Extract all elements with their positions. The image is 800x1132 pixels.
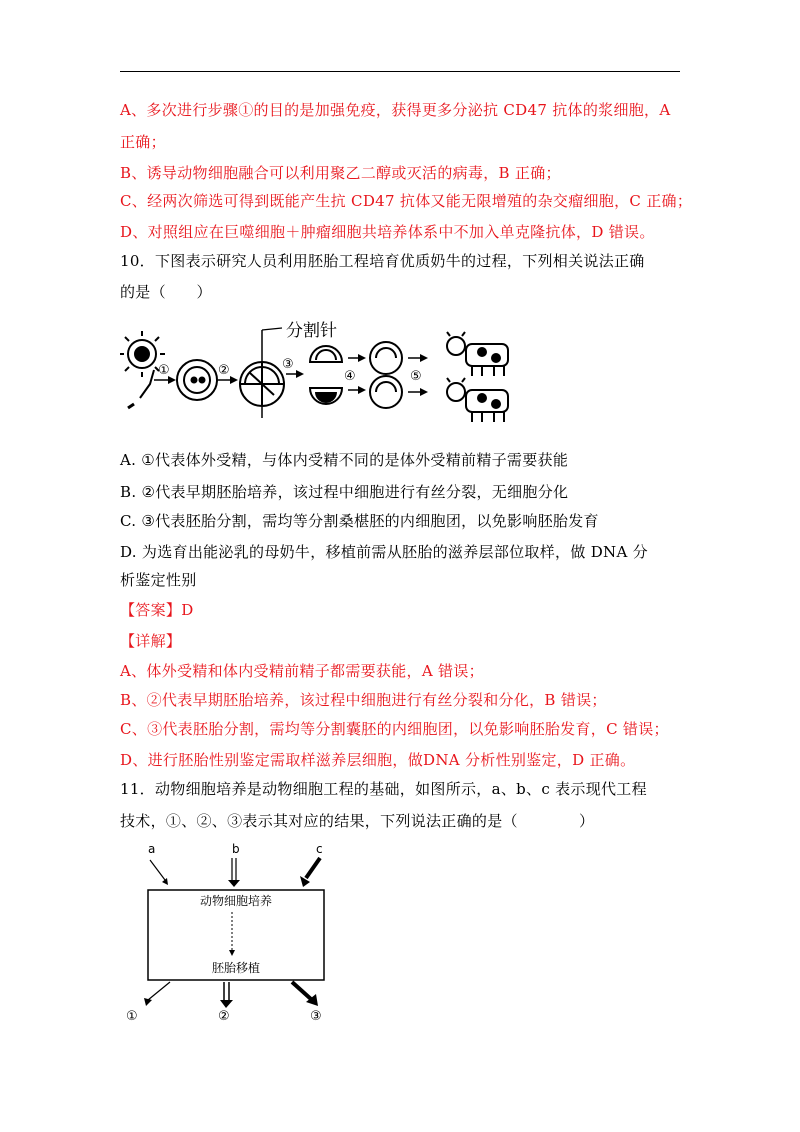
embryo-engineering-figure: [120, 318, 520, 430]
cell-culture-diagram: [120, 840, 340, 1025]
dividing-needle-label: 分割针: [286, 321, 337, 341]
q9-explanation-line-1: A、多次进行步骤①的目的是加强免疫，获得更多分泌抗 CD47 抗体的浆细胞，A: [120, 101, 671, 119]
step-label-3: ③: [282, 357, 294, 372]
q10-option-c: C. ③代表胚胎分割，需均等分割桑椹胚的内细胞团，以免影响胚胎发育: [120, 512, 599, 530]
q10-detail-b: B、②代表早期胚胎培养，该过程中细胞进行有丝分裂和分化，B 错误；: [120, 691, 607, 709]
step-label-1: ①: [158, 363, 170, 378]
output-label-3: ③: [310, 1009, 322, 1024]
arrow-b: [228, 880, 240, 887]
q11-stem-line-2: 技术，①、②、③表示其对应的结果，下列说法正确的是（ ）: [120, 812, 595, 830]
box-label-bottom: 胚胎移植: [211, 961, 261, 975]
header-rule: [120, 71, 680, 72]
split-embryo-halves-icon: [310, 346, 342, 404]
cow-icon: [447, 378, 508, 422]
q10-option-d-line-1: D. 为选育出能泌乳的母奶牛，移植前需从胚胎的滋养层部位取样，做 DNA 分: [120, 543, 648, 561]
q10-option-d-line-2: 析鉴定性别: [120, 571, 197, 589]
input-label-b: b: [232, 842, 240, 856]
input-label-a: a: [148, 842, 156, 856]
q10-detail-c: C、③代表胚胎分割，需均等分割囊胚的内细胞团，以免影响胚胎发育，C 错误；: [120, 720, 669, 738]
q10-detail-d: D、进行胚胎性别鉴定需取样滋养层细胞，做DNA 分析性别鉴定，D 正确。: [120, 751, 636, 769]
zygote-icon: [177, 360, 217, 400]
q9-explanation-line-5: D、对照组应在巨噬细胞＋肿瘤细胞共培养体系中不加入单克隆抗体，D 错误。: [120, 223, 655, 241]
step-label-5: ⑤: [410, 369, 422, 384]
step-label-2: ②: [218, 363, 230, 378]
q10-stem-line-2: 的是（ ）: [120, 283, 212, 301]
output-label-1: ①: [126, 1009, 138, 1024]
q9-explanation-line-2: 正确；: [120, 133, 166, 151]
q10-detail-heading: 【详解】: [120, 632, 182, 650]
box-label-top: 动物细胞培养: [199, 894, 273, 908]
q10-option-b: B. ②代表早期胚胎培养，该过程中细胞进行有丝分裂，无细胞分化: [120, 483, 569, 501]
arrow-c: [306, 858, 320, 878]
arrow-a: [150, 860, 165, 880]
q10-option-a: A. ①代表体外受精，与体内受精不同的是体外受精前精子需要获能: [120, 451, 569, 469]
step-label-4: ④: [344, 369, 356, 384]
q10-stem-line-1: 10．下图表示研究人员利用胚胎工程培育优质奶牛的过程，下列相关说法正确: [120, 252, 645, 270]
two-embryos-icon: [370, 342, 402, 408]
q9-explanation-line-3: B、诱导动物细胞融合可以利用聚乙二醇或灭活的病毒，B 正确；: [120, 164, 561, 182]
cow-icon: [447, 332, 508, 376]
q10-detail-a: A、体外受精和体内受精前精子都需要获能，A 错误；: [120, 662, 484, 680]
q9-explanation-line-4: C、经两次筛选可得到既能产生抗 CD47 抗体又能无限增殖的杂交瘤细胞，C 正确；: [120, 192, 693, 210]
output-label-2: ②: [218, 1009, 230, 1024]
q10-answer: 【答案】D: [120, 601, 194, 619]
q11-stem-line-1: 11．动物细胞培养是动物细胞工程的基础，如图所示，a、b、c 表示现代工程: [120, 780, 647, 798]
input-label-c: c: [316, 842, 323, 856]
